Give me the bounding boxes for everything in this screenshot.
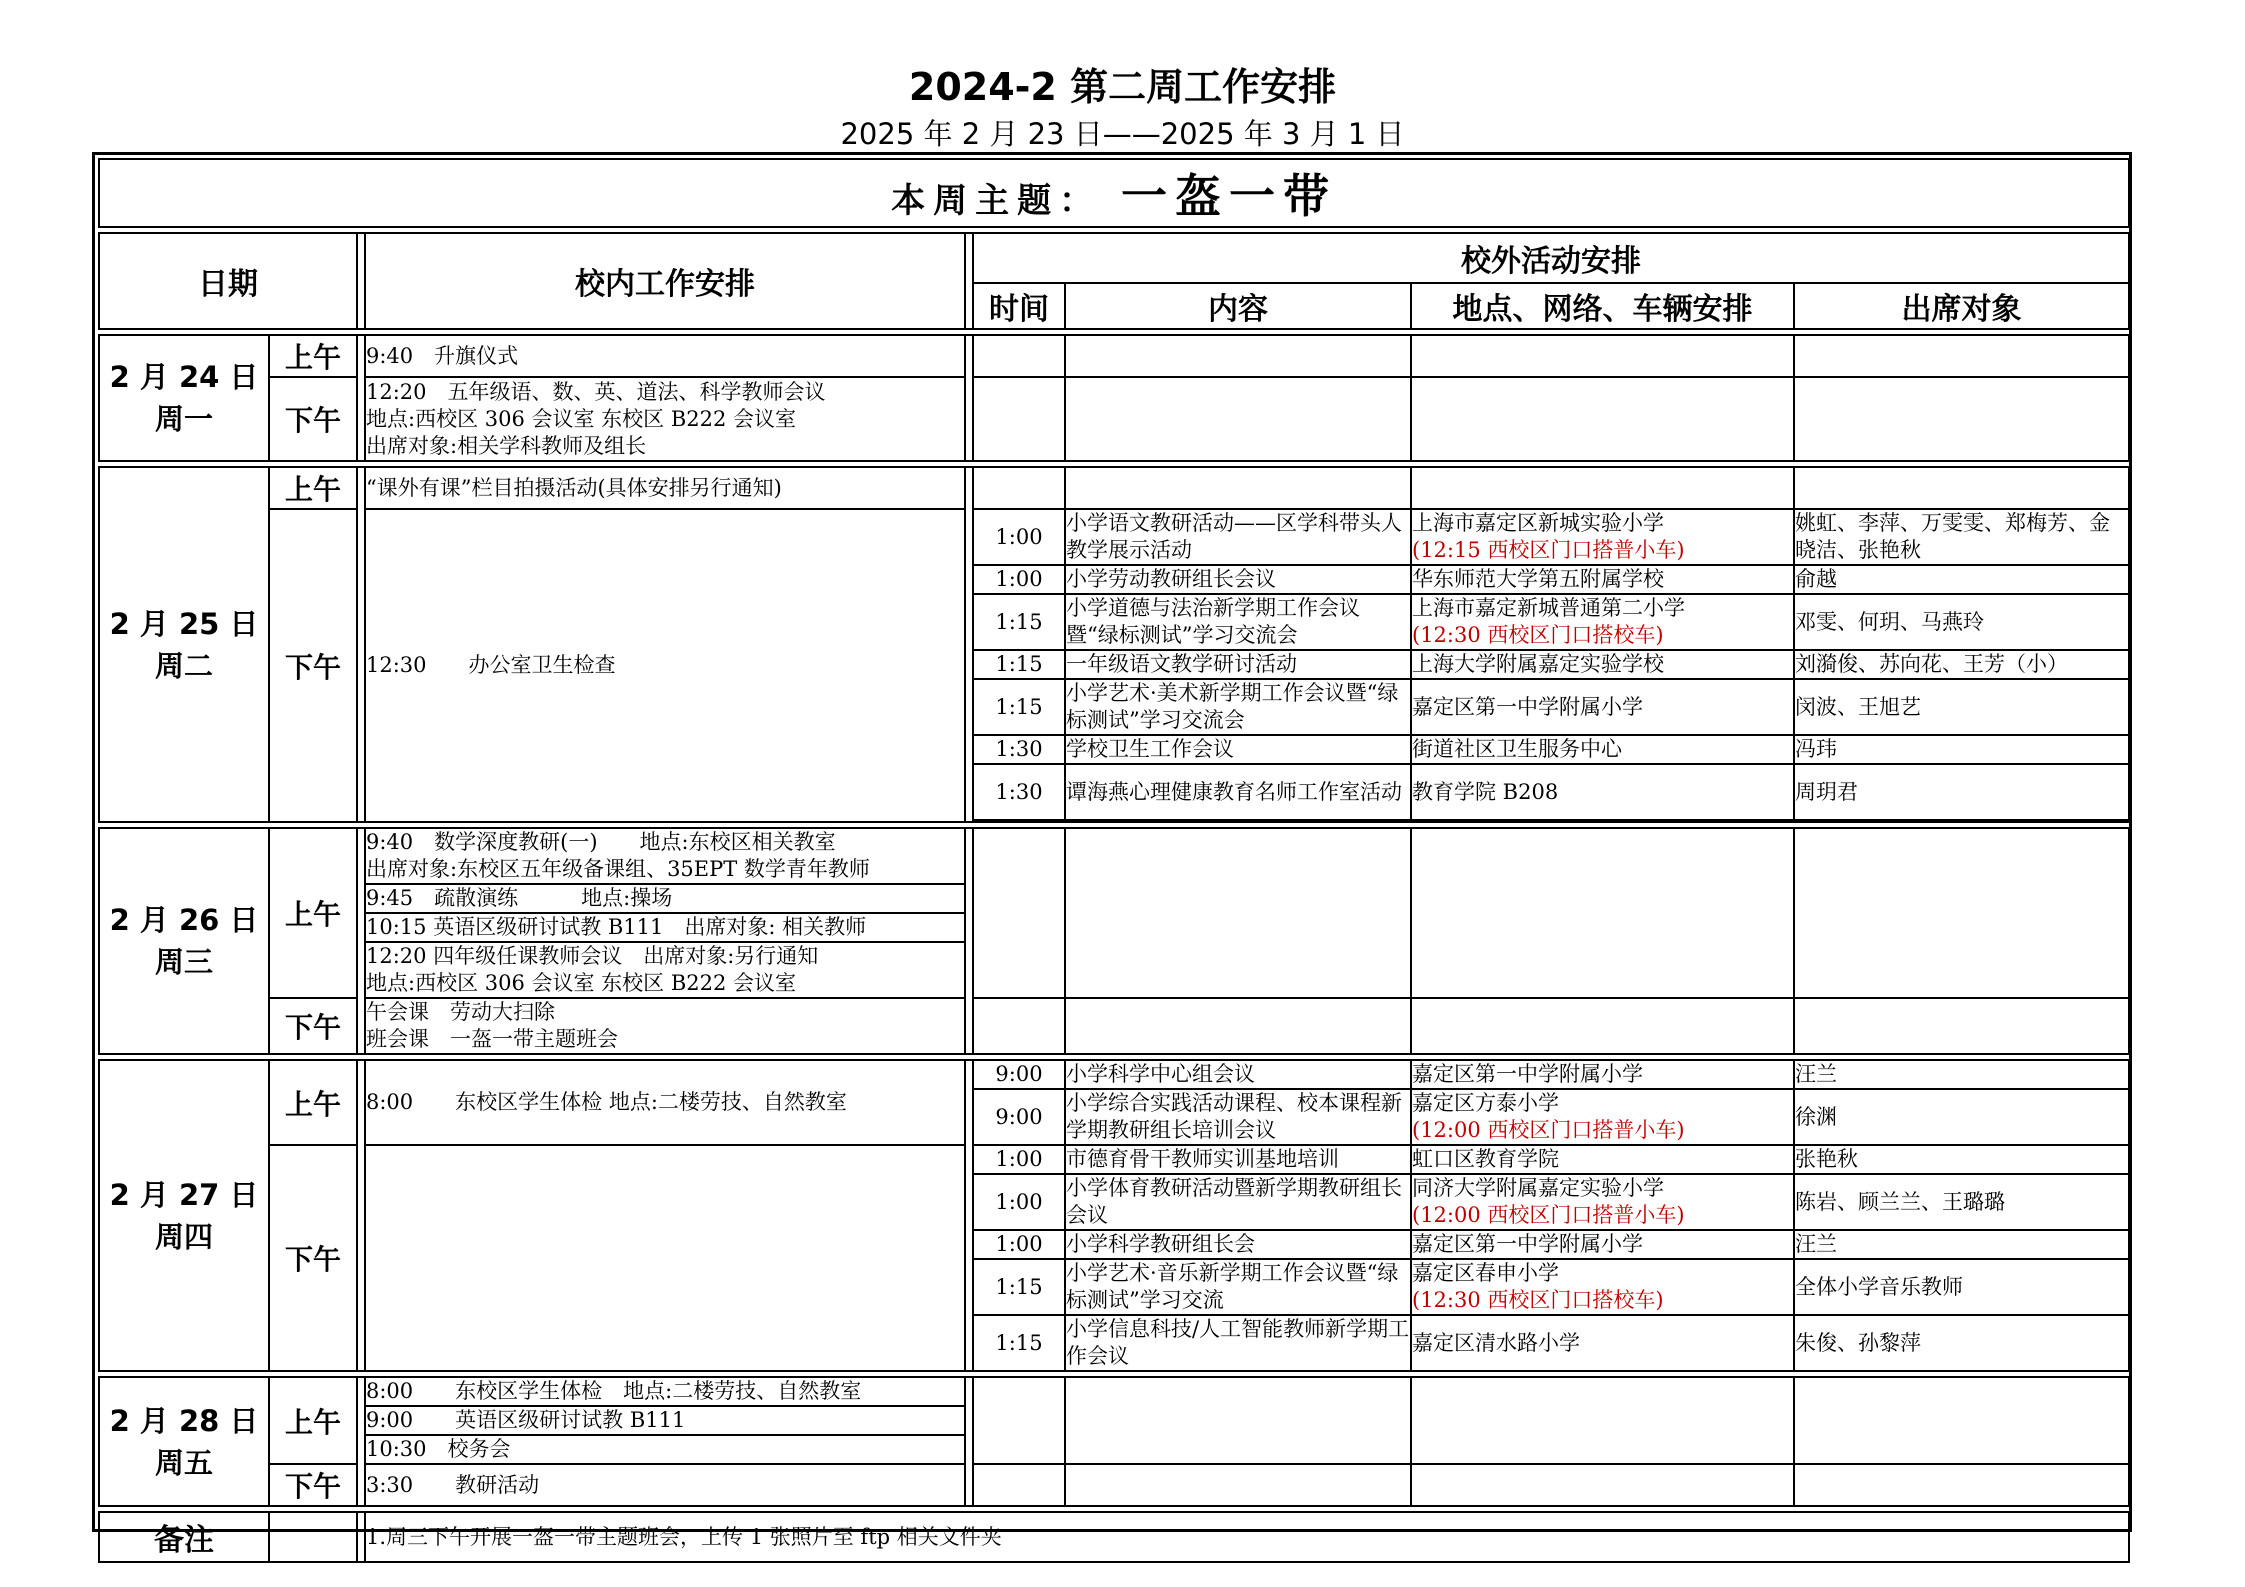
header-external: 校外活动安排 [973,233,2129,283]
ext-location: 上海市嘉定区新城实验小学 (12:15 西校区门口搭普小车) [1411,509,1794,565]
ext-location: 上海大学附属嘉定实验学校 [1411,650,1794,679]
ext-attendees: 张艳秋 [1794,1145,2129,1174]
ext-content: 小学体育教研活动暨新学期教研组长会议 [1065,1174,1411,1230]
internal-item: 8:00 东校区学生体检 地点:二楼劳技、自然教室 [365,1377,965,1406]
internal-item: 12:20 五年级语、数、英、道法、科学教师会议 地点:西校区 306 会议室 东校区 B222 会议室 出席对象:相关学科教师及组长 [365,377,965,461]
day-row-wed [99,828,2129,884]
header-time: 时间 [973,283,1065,329]
ext-location: 华东师范大学第五附属学校 [1411,565,1794,594]
ext-time: 1:00 [973,509,1065,565]
ext-content: 小学艺术·音乐新学期工作会议暨“绿标测试”学习交流 [1065,1259,1411,1315]
ext-time: 1:15 [973,650,1065,679]
internal-item: 9:40 数学深度教研(一) 地点:东校区相关教室 出席对象:东校区五年级备课组、35EPT 数学青年教师 [365,828,965,884]
ext-location: 嘉定区第一中学附属小学 [1411,1060,1794,1089]
ext-content: 小学艺术·美术新学期工作会议暨“绿标测试”学习交流会 [1065,679,1411,735]
remarks-text: 1.周三下午开展一盔一带主题班会，上传 1 张照片至 ftp 相关文件夹 [365,1512,2129,1562]
ext-time: 1:15 [973,679,1065,735]
internal-item: 12:20 四年级任课教师会议 出席对象:另行通知 地点:西校区 306 会议室 东校区 B222 会议室 [365,942,965,998]
day-row-thu [99,1060,2129,1089]
date-range: 2025 年 2 月 23 日——2025 年 3 月 1 日 [840,117,1405,151]
internal-item: 8:00 东校区学生体检 地点:二楼劳技、自然教室 [365,1060,965,1145]
ext-content: 学校卫生工作会议 [1065,735,1411,764]
ext-location: 嘉定区第一中学附属小学 [1411,679,1794,735]
ext-content: 小学语文教研活动——区学科带头人教学展示活动 [1065,509,1411,565]
ext-attendees: 闵波、王旭艺 [1794,679,2129,735]
header-content: 内容 [1065,283,1411,329]
ext-attendees: 朱俊、孙黎萍 [1794,1315,2129,1371]
half-am: 上午 [269,467,357,509]
ext-attendees: 汪兰 [1794,1230,2129,1259]
ext-location: 上海市嘉定新城普通第二小学 (12:30 西校区门口搭校车) [1411,594,1794,650]
half-am: 上午 [269,1377,357,1464]
ext-time: 1:15 [973,594,1065,650]
header-location: 地点、网络、车辆安排 [1411,283,1794,329]
ext-attendees: 刘漪俊、苏向花、王芳（小） [1794,650,2129,679]
ext-location: 嘉定区方泰小学 (12:00 西校区门口搭普小车) [1411,1089,1794,1145]
ext-time: 1:30 [973,735,1065,764]
internal-item: 午会课 劳动大扫除 班会课 一盔一带主题班会 [365,998,965,1054]
internal-item: 3:30 教研活动 [365,1464,965,1506]
day-date: 2 月 27 日 周四 [99,1060,269,1371]
theme-value: 一盔一带 [1120,169,1337,223]
ext-content: 小学劳动教研组长会议 [1065,565,1411,594]
ext-attendees: 俞越 [1794,565,2129,594]
ext-time: 9:00 [973,1060,1065,1089]
ext-content: 一年级语文教学研讨活动 [1065,650,1411,679]
ext-content: 小学科学中心组会议 [1065,1060,1411,1089]
ext-content: 小学科学教研组长会 [1065,1230,1411,1259]
ext-time: 1:15 [973,1259,1065,1315]
ext-time: 1:00 [973,1145,1065,1174]
half-pm: 下午 [269,1464,357,1506]
ext-location: 嘉定区清水路小学 [1411,1315,1794,1371]
day-row-tue [99,467,2129,509]
internal-item: 9:45 疏散演练 地点:操场 [365,884,965,913]
ext-attendees: 陈岩、顾兰兰、王璐璐 [1794,1174,2129,1230]
day-date: 2 月 28 日 周五 [99,1377,269,1506]
ext-attendees: 邓雯、何玥、马燕玲 [1794,594,2129,650]
internal-item: 10:15 英语区级研讨试教 B111 出席对象: 相关教师 [365,913,965,942]
half-pm: 下午 [269,1145,357,1371]
ext-time: 1:00 [973,1174,1065,1230]
ext-time: 1:00 [973,565,1065,594]
ext-time: 1:15 [973,1315,1065,1371]
internal-item: 9:00 英语区级研讨试教 B111 [365,1406,965,1435]
ext-location: 教育学院 B208 [1411,764,1794,820]
day-row-mon [99,335,2129,377]
day-row-fri [99,1377,2129,1406]
ext-time: 1:00 [973,1230,1065,1259]
ext-content: 谭海燕心理健康教育名师工作室活动 [1065,764,1411,820]
internal-item: 10:30 校务会 [365,1435,965,1464]
header-internal: 校内工作安排 [365,233,965,329]
ext-attendees: 汪兰 [1794,1060,2129,1089]
header-date: 日期 [99,233,357,329]
ext-content: 市德育骨干教师实训基地培训 [1065,1145,1411,1174]
header-attendees: 出席对象 [1794,283,2129,329]
ext-time: 1:30 [973,764,1065,820]
ext-location: 嘉定区春申小学 (12:30 西校区门口搭校车) [1411,1259,1794,1315]
half-pm: 下午 [269,998,357,1054]
ext-location: 嘉定区第一中学附属小学 [1411,1230,1794,1259]
half-pm: 下午 [269,377,357,461]
half-am: 上午 [269,335,357,377]
ext-content: 小学信息科技/人工智能教师新学期工作会议 [1065,1315,1411,1371]
ext-attendees: 全体小学音乐教师 [1794,1259,2129,1315]
internal-item: 9:40 升旗仪式 [365,335,965,377]
ext-attendees: 周玥君 [1794,764,2129,820]
ext-content: 小学综合实践活动课程、校本课程新学期教研组长培训会议 [1065,1089,1411,1145]
internal-item: 12:30 办公室卫生检查 [365,509,965,822]
internal-item: “课外有课”栏目拍摄活动(具体安排另行通知) [365,467,965,509]
half-am: 上午 [269,828,357,998]
remarks-label: 备注 [99,1512,269,1562]
ext-attendees: 冯玮 [1794,735,2129,764]
day-date: 2 月 25 日 周二 [99,467,269,822]
ext-content: 小学道德与法治新学期工作会议暨“绿标测试”学习交流会 [1065,594,1411,650]
theme-label: 本周主题： [891,181,1102,221]
day-date: 2 月 24 日 周一 [99,335,269,461]
internal-item [365,1145,965,1371]
page-title: 2024-2 第二周工作安排 [908,65,1337,109]
half-am: 上午 [269,1060,357,1145]
remarks-row [99,1512,2129,1562]
ext-attendees: 徐渊 [1794,1089,2129,1145]
ext-location: 同济大学附属嘉定实验小学 (12:00 西校区门口搭普小车) [1411,1174,1794,1230]
half-pm: 下午 [269,509,357,822]
ext-attendees: 姚虹、李萍、万雯雯、郑梅芳、金晓洁、张艳秋 [1794,509,2129,565]
schedule-table [98,158,2130,1563]
day-date: 2 月 26 日 周三 [99,828,269,1054]
weekly-theme [99,159,2129,227]
ext-time: 9:00 [973,1089,1065,1145]
ext-location: 虹口区教育学院 [1411,1145,1794,1174]
ext-location: 街道社区卫生服务中心 [1411,735,1794,764]
